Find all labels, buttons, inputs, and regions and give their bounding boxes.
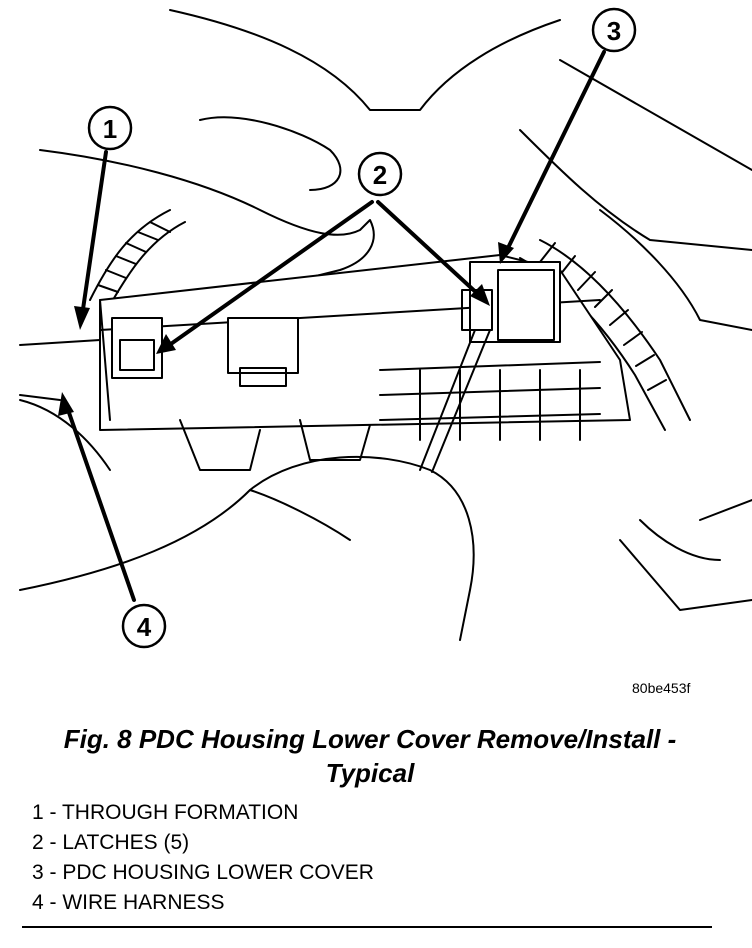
- svg-text:1: 1: [102, 114, 118, 144]
- svg-text:3: 3: [606, 16, 622, 46]
- corrugated-harness-left: [90, 210, 185, 305]
- pdc-housing: [100, 255, 630, 470]
- legend-item-3: 3 - PDC HOUSING LOWER COVER: [32, 861, 374, 884]
- svg-text:2: 2: [372, 160, 388, 190]
- callout-4: [123, 605, 165, 647]
- bottom-divider: [22, 926, 712, 928]
- callout-3: [593, 9, 635, 51]
- figure-caption: Fig. 8 PDC Housing Lower Cover Remove/Install - Typical: [63, 724, 677, 788]
- callout-1: [89, 107, 131, 149]
- lower-hand: [20, 457, 474, 640]
- callout-2: [359, 153, 401, 195]
- svg-text:4: 4: [136, 612, 152, 642]
- legend-item-2: 2 - LATCHES (5): [32, 831, 190, 854]
- legend-list: [32, 798, 374, 918]
- legend-item-4: 4 - WIRE HARNESS: [32, 891, 225, 914]
- figure-code: 80be453f: [632, 680, 691, 696]
- engine-background: [170, 10, 560, 110]
- legend-item-1: 1 - THROUGH FORMATION: [32, 801, 299, 824]
